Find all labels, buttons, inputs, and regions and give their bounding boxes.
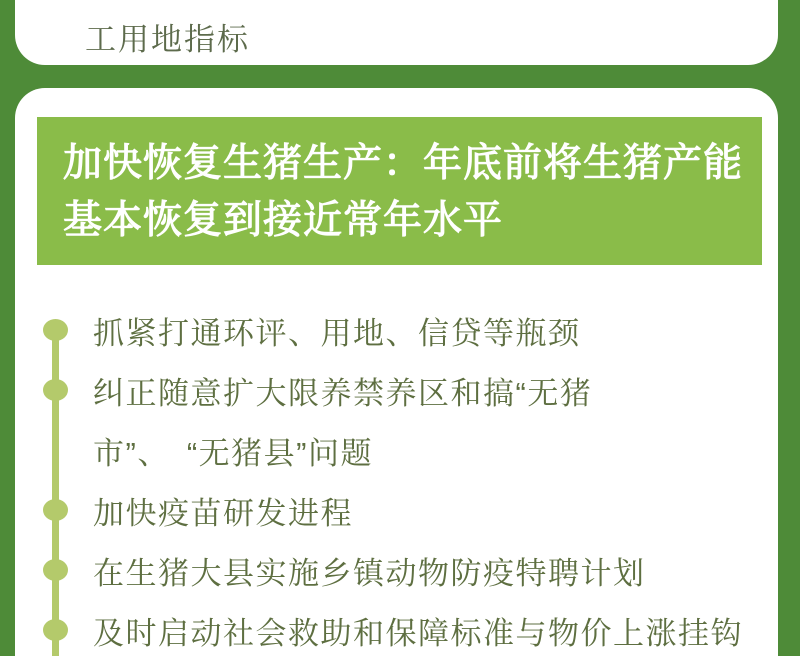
list-item-text: 加快疫苗研发进程 (93, 495, 353, 531)
bullet-dot-icon (43, 319, 68, 341)
section-title-banner (37, 117, 762, 265)
bullet-dot-icon (43, 559, 68, 581)
bullet-dot-icon (43, 379, 68, 401)
list-item-text: 抓紧打通环评、用地、信贷等瓶颈 (93, 315, 581, 351)
previous-section-label: 工用地指标 (85, 22, 250, 57)
bullet-dot-icon (43, 499, 68, 521)
list-item-text: 及时启动社会救助和保障标准与物价上涨挂钩 (93, 615, 743, 651)
pig-production-section-card (15, 88, 778, 656)
list-item-text: 在生猪大县实施乡镇动物防疫特聘计划 (93, 555, 646, 591)
list-item-text: 市”、 “无猪县”问题 (93, 435, 373, 471)
previous-section-card (15, 0, 778, 65)
list-item (15, 300, 778, 360)
section-title-line2: 基本恢复到接近常年水平 (63, 199, 504, 242)
bullet-dot-icon (43, 619, 68, 641)
list-item (15, 480, 778, 540)
measures-list (15, 300, 778, 656)
list-item (15, 600, 778, 656)
list-item (15, 360, 778, 420)
list-item-continuation (15, 420, 778, 480)
list-item (15, 540, 778, 600)
list-item-text: 纠正随意扩大限养禁养区和搞“无猪 (93, 375, 593, 411)
section-title-line1: 加快恢复生猪生产：年底前将生猪产能 (63, 142, 744, 185)
